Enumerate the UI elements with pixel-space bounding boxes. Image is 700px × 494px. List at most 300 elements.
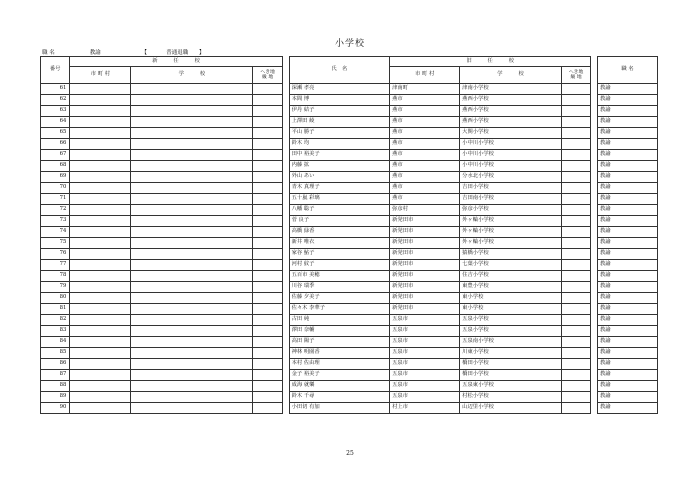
new-school-cell — [131, 227, 253, 238]
column-gap — [282, 403, 289, 414]
column-gap — [591, 381, 598, 392]
row-number: 68 — [41, 161, 70, 172]
row-number: 70 — [41, 183, 70, 194]
column-gap — [282, 293, 289, 304]
table-row — [41, 139, 658, 150]
new-remote-cell — [253, 139, 282, 150]
table-row — [41, 205, 658, 216]
teacher-name: 新井 唯衣 — [289, 238, 390, 249]
column-gap — [591, 271, 598, 282]
teacher-name: 内藤 拡 — [289, 161, 390, 172]
old-city: 弥彦村 — [390, 205, 460, 216]
old-school: 川東小学校 — [460, 348, 562, 359]
new-city-cell — [70, 128, 131, 139]
table-row — [41, 106, 658, 117]
old-remote-cell — [561, 150, 590, 161]
old-city: 五泉市 — [390, 326, 460, 337]
column-gap — [282, 84, 289, 95]
old-school: 外ヶ輪小学校 — [460, 227, 562, 238]
new-school-cell — [131, 337, 253, 348]
position-title: 教諭 — [598, 326, 658, 337]
column-gap — [282, 260, 289, 271]
old-school: 燕西小学校 — [460, 106, 562, 117]
teacher-name: 本間 博 — [289, 95, 390, 106]
new-school-cell — [131, 117, 253, 128]
header-position: 職 名 — [598, 57, 658, 84]
column-gap — [591, 183, 598, 194]
column-gap — [282, 57, 289, 84]
column-gap — [591, 293, 598, 304]
column-gap — [591, 161, 598, 172]
old-remote-cell — [561, 370, 590, 381]
old-remote-cell — [561, 392, 590, 403]
row-number: 67 — [41, 150, 70, 161]
new-school-cell — [131, 282, 253, 293]
teacher-name: 小田切 有加 — [289, 403, 390, 414]
column-gap — [591, 249, 598, 260]
old-remote-cell — [561, 106, 590, 117]
table-row — [41, 161, 658, 172]
old-city: 燕市 — [390, 117, 460, 128]
column-gap — [591, 337, 598, 348]
row-number: 77 — [41, 260, 70, 271]
old-school: 七葉小学校 — [460, 260, 562, 271]
row-number: 80 — [41, 293, 70, 304]
old-city: 五泉市 — [390, 337, 460, 348]
new-remote-cell — [253, 183, 282, 194]
row-number: 85 — [41, 348, 70, 359]
teacher-name: 鈴木 均 — [289, 139, 390, 150]
row-number: 72 — [41, 205, 70, 216]
column-gap — [591, 282, 598, 293]
new-school-cell — [131, 326, 253, 337]
new-remote-cell — [253, 282, 282, 293]
old-school: 燕西小学校 — [460, 117, 562, 128]
new-city-cell — [70, 370, 131, 381]
row-number: 76 — [41, 249, 70, 260]
column-gap — [282, 183, 289, 194]
new-remote-cell — [253, 205, 282, 216]
column-gap — [591, 57, 598, 84]
table-row — [41, 194, 658, 205]
new-remote-cell — [253, 260, 282, 271]
old-remote-cell — [561, 216, 590, 227]
position-label: 職 名 — [42, 50, 55, 56]
old-city: 新発田市 — [390, 249, 460, 260]
teacher-name: 佐藤 夕美子 — [289, 293, 390, 304]
new-city-cell — [70, 84, 131, 95]
position-title: 教諭 — [598, 271, 658, 282]
new-city-cell — [70, 348, 131, 359]
new-remote-cell — [253, 271, 282, 282]
old-city: 燕市 — [390, 139, 460, 150]
old-school: 東豊小学校 — [460, 282, 562, 293]
row-number: 66 — [41, 139, 70, 150]
new-school-cell — [131, 150, 253, 161]
new-remote-cell — [253, 315, 282, 326]
position-value: 教諭 — [89, 50, 101, 56]
new-remote-cell — [253, 216, 282, 227]
new-city-cell — [70, 139, 131, 150]
header-new-school-group: 新 任 校 — [70, 57, 282, 67]
new-city-cell — [70, 293, 131, 304]
row-number: 81 — [41, 304, 70, 315]
column-gap — [282, 150, 289, 161]
new-remote-cell — [253, 249, 282, 260]
new-school-cell — [131, 205, 253, 216]
column-gap — [282, 304, 289, 315]
new-city-cell — [70, 403, 131, 414]
position-title: 教諭 — [598, 337, 658, 348]
new-city-cell — [70, 205, 131, 216]
new-school-cell — [131, 370, 253, 381]
old-remote-cell — [561, 337, 590, 348]
position-title: 教諭 — [598, 348, 658, 359]
page-number: 25 — [346, 450, 354, 457]
new-city-cell — [70, 95, 131, 106]
table-row — [41, 359, 658, 370]
teacher-name: 田中 裕美子 — [289, 150, 390, 161]
old-remote-cell — [561, 117, 590, 128]
old-remote-cell — [561, 139, 590, 150]
new-remote-cell — [253, 304, 282, 315]
retirement-type: 普通退職 — [166, 50, 189, 56]
old-remote-cell — [561, 260, 590, 271]
new-school-cell — [131, 403, 253, 414]
teacher-name: 八幡 聡子 — [289, 205, 390, 216]
old-city: 新発田市 — [390, 304, 460, 315]
old-city: 燕市 — [390, 128, 460, 139]
old-school: 村松小学校 — [460, 392, 562, 403]
old-city: 五泉市 — [390, 348, 460, 359]
column-gap — [282, 337, 289, 348]
column-gap — [591, 216, 598, 227]
teacher-name: 本村 佐由理 — [289, 359, 390, 370]
old-school: 弥彦小学校 — [460, 205, 562, 216]
old-school: 外ヶ輪小学校 — [460, 216, 562, 227]
table-row — [41, 370, 658, 381]
column-gap — [282, 359, 289, 370]
old-school: 小中川小学校 — [460, 161, 562, 172]
row-number: 61 — [41, 84, 70, 95]
position-title: 教諭 — [598, 150, 658, 161]
teacher-name: 平山 勝子 — [289, 128, 390, 139]
new-city-cell — [70, 150, 131, 161]
old-remote-cell — [561, 293, 590, 304]
position-title: 教諭 — [598, 172, 658, 183]
old-city: 津南町 — [390, 84, 460, 95]
new-city-cell — [70, 249, 131, 260]
old-school: 五泉東小学校 — [460, 381, 562, 392]
column-gap — [591, 392, 598, 403]
column-gap — [282, 238, 289, 249]
old-school: 小中川小学校 — [460, 150, 562, 161]
teacher-name: 五十嵐 彩璃 — [289, 194, 390, 205]
row-number: 69 — [41, 172, 70, 183]
new-remote-cell — [253, 238, 282, 249]
table-row — [41, 381, 658, 392]
table-row — [41, 227, 658, 238]
column-gap — [591, 205, 598, 216]
column-gap — [591, 84, 598, 95]
new-remote-cell — [253, 161, 282, 172]
old-school: 分水北小学校 — [460, 172, 562, 183]
old-city: 五泉市 — [390, 315, 460, 326]
new-city-cell — [70, 304, 131, 315]
teacher-name: 澤田 奈輔 — [289, 326, 390, 337]
new-remote-cell — [253, 392, 282, 403]
row-number: 90 — [41, 403, 70, 414]
old-city: 燕市 — [390, 194, 460, 205]
position-title: 教諭 — [598, 282, 658, 293]
column-gap — [282, 139, 289, 150]
column-gap — [591, 260, 598, 271]
column-gap — [282, 205, 289, 216]
new-remote-cell — [253, 293, 282, 304]
old-remote-cell — [561, 403, 590, 414]
new-city-cell — [70, 161, 131, 172]
new-remote-cell — [253, 359, 282, 370]
column-gap — [591, 227, 598, 238]
new-school-cell — [131, 95, 253, 106]
column-gap — [282, 326, 289, 337]
new-remote-cell — [253, 381, 282, 392]
teacher-name: 古田 純 — [289, 315, 390, 326]
row-number: 78 — [41, 271, 70, 282]
new-city-cell — [70, 337, 131, 348]
table-row — [41, 95, 658, 106]
column-gap — [591, 326, 598, 337]
row-number: 74 — [41, 227, 70, 238]
header-old-remote: へき地 級 地 — [561, 67, 590, 84]
old-remote-cell — [561, 194, 590, 205]
old-city: 燕市 — [390, 150, 460, 161]
old-school: 燕西小学校 — [460, 95, 562, 106]
old-city: 新発田市 — [390, 271, 460, 282]
column-gap — [282, 348, 289, 359]
old-remote-cell — [561, 326, 590, 337]
position-title: 教諭 — [598, 392, 658, 403]
position-title: 教諭 — [598, 128, 658, 139]
old-school: 五泉小学校 — [460, 326, 562, 337]
new-school-cell — [131, 271, 253, 282]
header-name: 氏 名 — [289, 57, 390, 84]
new-school-cell — [131, 106, 253, 117]
old-remote-cell — [561, 172, 590, 183]
position-title: 教諭 — [598, 315, 658, 326]
new-city-cell — [70, 260, 131, 271]
header-new-school: 学 校 — [131, 67, 253, 84]
old-remote-cell — [561, 315, 590, 326]
new-school-cell — [131, 216, 253, 227]
new-remote-cell — [253, 84, 282, 95]
table-row — [41, 183, 658, 194]
position-title: 教諭 — [598, 381, 658, 392]
column-gap — [591, 238, 598, 249]
new-city-cell — [70, 106, 131, 117]
table-row — [41, 172, 658, 183]
table-row — [41, 282, 658, 293]
column-gap — [591, 150, 598, 161]
header-new-city: 市 町 村 — [70, 67, 131, 84]
new-school-cell — [131, 139, 253, 150]
new-city-cell — [70, 117, 131, 128]
position-title: 教諭 — [598, 183, 658, 194]
old-remote-cell — [561, 271, 590, 282]
old-school: 住吉小学校 — [460, 271, 562, 282]
new-school-cell — [131, 348, 253, 359]
new-school-cell — [131, 84, 253, 95]
new-remote-cell — [253, 106, 282, 117]
column-gap — [282, 117, 289, 128]
old-school: 五泉南小学校 — [460, 337, 562, 348]
table-row — [41, 216, 658, 227]
old-city: 新発田市 — [390, 216, 460, 227]
header-old-city: 市 町 村 — [390, 67, 460, 84]
new-school-cell — [131, 172, 253, 183]
table-row — [41, 392, 658, 403]
old-city: 村上市 — [390, 403, 460, 414]
position-title: 教諭 — [598, 139, 658, 150]
old-remote-cell — [561, 359, 590, 370]
old-city: 燕市 — [390, 172, 460, 183]
teacher-name: 深瀬 孝亮 — [289, 84, 390, 95]
old-city: 五泉市 — [390, 370, 460, 381]
table-row — [41, 326, 658, 337]
old-school: 東小学校 — [460, 293, 562, 304]
position-title: 教諭 — [598, 194, 658, 205]
header-number: 番号 — [41, 57, 70, 84]
column-gap — [282, 194, 289, 205]
row-number: 75 — [41, 238, 70, 249]
table-row — [41, 84, 658, 95]
old-remote-cell — [561, 128, 590, 139]
old-city: 五泉市 — [390, 392, 460, 403]
old-school: 五泉小学校 — [460, 315, 562, 326]
old-school: 小中川小学校 — [460, 139, 562, 150]
bracket-close: 】 — [199, 50, 205, 56]
position-title: 教諭 — [598, 117, 658, 128]
new-remote-cell — [253, 326, 282, 337]
column-gap — [591, 117, 598, 128]
column-gap — [282, 315, 289, 326]
teacher-name: 高田 陽子 — [289, 337, 390, 348]
table-row — [41, 128, 658, 139]
column-gap — [591, 139, 598, 150]
old-school: 津南小学校 — [460, 84, 562, 95]
row-number: 64 — [41, 117, 70, 128]
old-city: 五泉市 — [390, 381, 460, 392]
column-gap — [591, 370, 598, 381]
position-title: 教諭 — [598, 161, 658, 172]
column-gap — [282, 370, 289, 381]
old-remote-cell — [561, 238, 590, 249]
row-number: 62 — [41, 95, 70, 106]
table-row — [41, 348, 658, 359]
header-old-school-group: 旧 任 校 — [390, 57, 591, 67]
old-school: 山辺里小学校 — [460, 403, 562, 414]
new-remote-cell — [253, 337, 282, 348]
column-gap — [282, 106, 289, 117]
position-title: 教諭 — [598, 238, 658, 249]
old-city: 新発田市 — [390, 238, 460, 249]
column-gap — [591, 359, 598, 370]
new-school-cell — [131, 260, 253, 271]
new-city-cell — [70, 216, 131, 227]
bracket-open: 【 — [141, 50, 148, 56]
row-number: 82 — [41, 315, 70, 326]
old-city: 燕市 — [390, 106, 460, 117]
column-gap — [591, 304, 598, 315]
column-gap — [282, 282, 289, 293]
row-number: 84 — [41, 337, 70, 348]
new-remote-cell — [253, 370, 282, 381]
new-school-cell — [131, 304, 253, 315]
new-school-cell — [131, 183, 253, 194]
teacher-name: 川谷 瑞季 — [289, 282, 390, 293]
new-city-cell — [70, 183, 131, 194]
new-city-cell — [70, 315, 131, 326]
new-remote-cell — [253, 172, 282, 183]
row-number: 83 — [41, 326, 70, 337]
position-title: 教諭 — [598, 359, 658, 370]
position-title: 教諭 — [598, 106, 658, 117]
old-school: 東小学校 — [460, 304, 562, 315]
column-gap — [282, 381, 289, 392]
column-gap — [591, 315, 598, 326]
new-remote-cell — [253, 403, 282, 414]
column-gap — [591, 106, 598, 117]
teacher-name: 伊丹 結子 — [289, 106, 390, 117]
table-row — [41, 403, 658, 414]
teacher-name: 河村 紋子 — [289, 260, 390, 271]
table-row — [41, 337, 658, 348]
new-remote-cell — [253, 95, 282, 106]
row-number: 71 — [41, 194, 70, 205]
column-gap — [591, 348, 598, 359]
table-row — [41, 315, 658, 326]
table-row — [41, 293, 658, 304]
old-remote-cell — [561, 95, 590, 106]
new-city-cell — [70, 359, 131, 370]
old-school: 橋田小学校 — [460, 359, 562, 370]
teacher-name: 佐々木 李華子 — [289, 304, 390, 315]
new-school-cell — [131, 161, 253, 172]
column-gap — [591, 172, 598, 183]
teacher-name: 神林 明園香 — [289, 348, 390, 359]
column-gap — [282, 161, 289, 172]
new-school-cell — [131, 249, 253, 260]
old-school: 大関小学校 — [460, 128, 562, 139]
position-title: 教諭 — [598, 249, 658, 260]
old-remote-cell — [561, 84, 590, 95]
table-row — [41, 150, 658, 161]
position-title: 教諭 — [598, 403, 658, 414]
old-remote-cell — [561, 381, 590, 392]
old-remote-cell — [561, 249, 590, 260]
column-gap — [591, 403, 598, 414]
teacher-name: 家谷 鮎子 — [289, 249, 390, 260]
teacher-name: 菅 良子 — [289, 216, 390, 227]
new-city-cell — [70, 172, 131, 183]
row-number: 63 — [41, 106, 70, 117]
teacher-name: 鈴木 千尋 — [289, 392, 390, 403]
position-title: 教諭 — [598, 205, 658, 216]
old-remote-cell — [561, 348, 590, 359]
new-remote-cell — [253, 227, 282, 238]
new-school-cell — [131, 238, 253, 249]
row-number: 86 — [41, 359, 70, 370]
